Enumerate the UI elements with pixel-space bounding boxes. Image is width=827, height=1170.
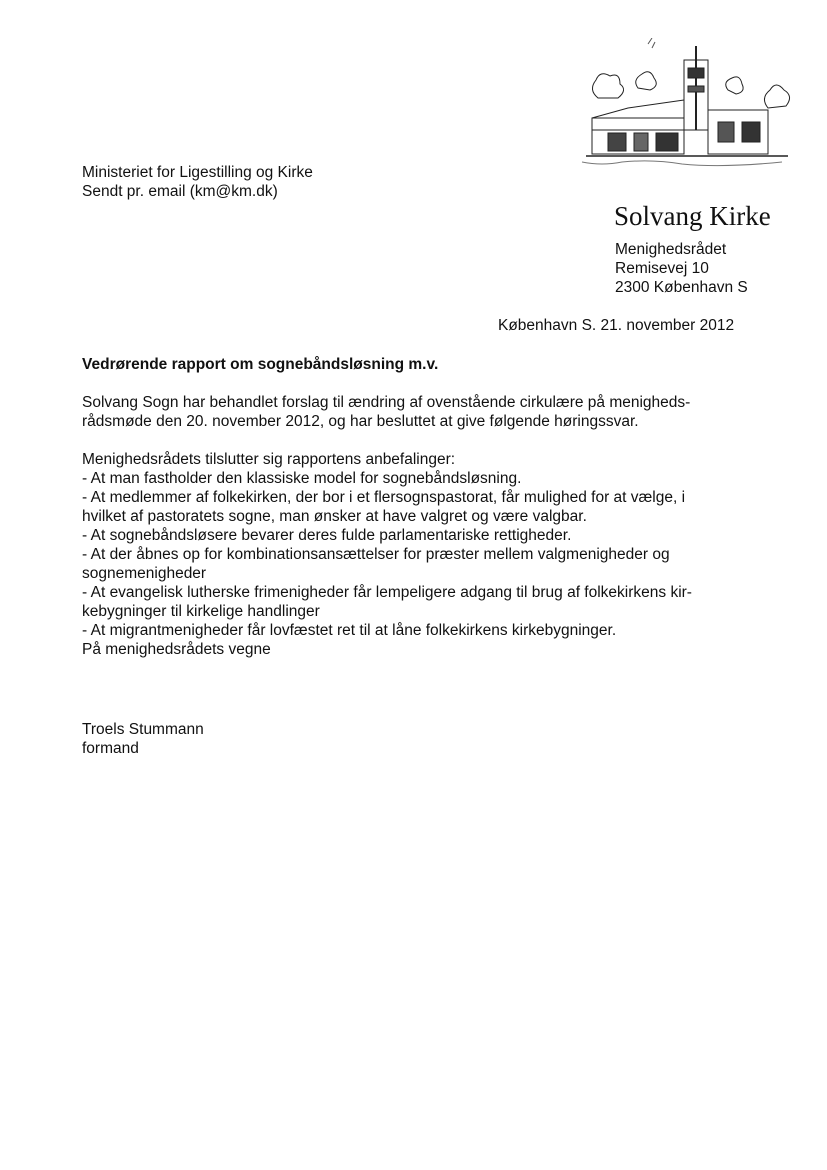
sender-city: 2300 København S <box>615 279 748 296</box>
church-sketch-logo <box>578 38 798 178</box>
recommendation-line: - At der åbnes op for kombinationsansættelser for præster mellem valgmenigheder og <box>82 546 670 563</box>
signature-name: Troels Stummann <box>82 721 204 738</box>
sender-council: Menighedsrådet <box>615 241 727 258</box>
recommendation-line: - At medlemmer af folkekirken, der bor i et flersognspastorat, får mulighed for at vælge, i <box>82 489 686 506</box>
letter-subject: Vedrørende rapport om sognebåndsløsning m.v. <box>82 356 439 373</box>
recommendation-line: kebygninger til kirkelige handlinger <box>82 603 320 620</box>
recommendation-line: - At evangelisk lutherske frimenigheder får lempeligere adgang til brug af folkekirkens kir- <box>82 584 692 601</box>
intro-line: rådsmøde den 20. november 2012, og har besluttet at give følgende høringssvar. <box>82 413 639 430</box>
letter-date: København S. 21. november 2012 <box>498 317 735 334</box>
recommendation-line: - At sognebåndsløsere bevarer deres fulde parlamentariske rettigheder. <box>82 527 572 544</box>
closing-line: På menighedsrådets vegne <box>82 641 271 658</box>
recipient-email: Sendt pr. email (km@km.dk) <box>82 183 278 200</box>
recommendations-heading: Menighedsrådets tilslutter sig rapportens anbefalinger: <box>82 451 456 468</box>
recommendations-section <box>82 450 752 659</box>
signature-title: formand <box>82 740 139 757</box>
recommendation-line: - At migrantmenigheder får lovfæstet ret til at låne folkekirkens kirkebygninger. <box>82 622 617 639</box>
sender-street: Remisevej 10 <box>615 260 709 277</box>
church-name: Solvang Kirke <box>614 201 771 231</box>
intro-paragraph <box>82 393 752 431</box>
recommendation-line: sognemenigheder <box>82 565 207 582</box>
recipient-name: Ministeriet for Ligestilling og Kirke <box>82 164 313 181</box>
intro-line: Solvang Sogn har behandlet forslag til ændring af ovenstående cirkulære på menigheds- <box>82 394 691 411</box>
recommendation-line: hvilket af pastoratets sogne, man ønsker at have valgret og være valgbar. <box>82 508 587 525</box>
recommendation-line: - At man fastholder den klassiske model for sognebåndsløsning. <box>82 470 522 487</box>
